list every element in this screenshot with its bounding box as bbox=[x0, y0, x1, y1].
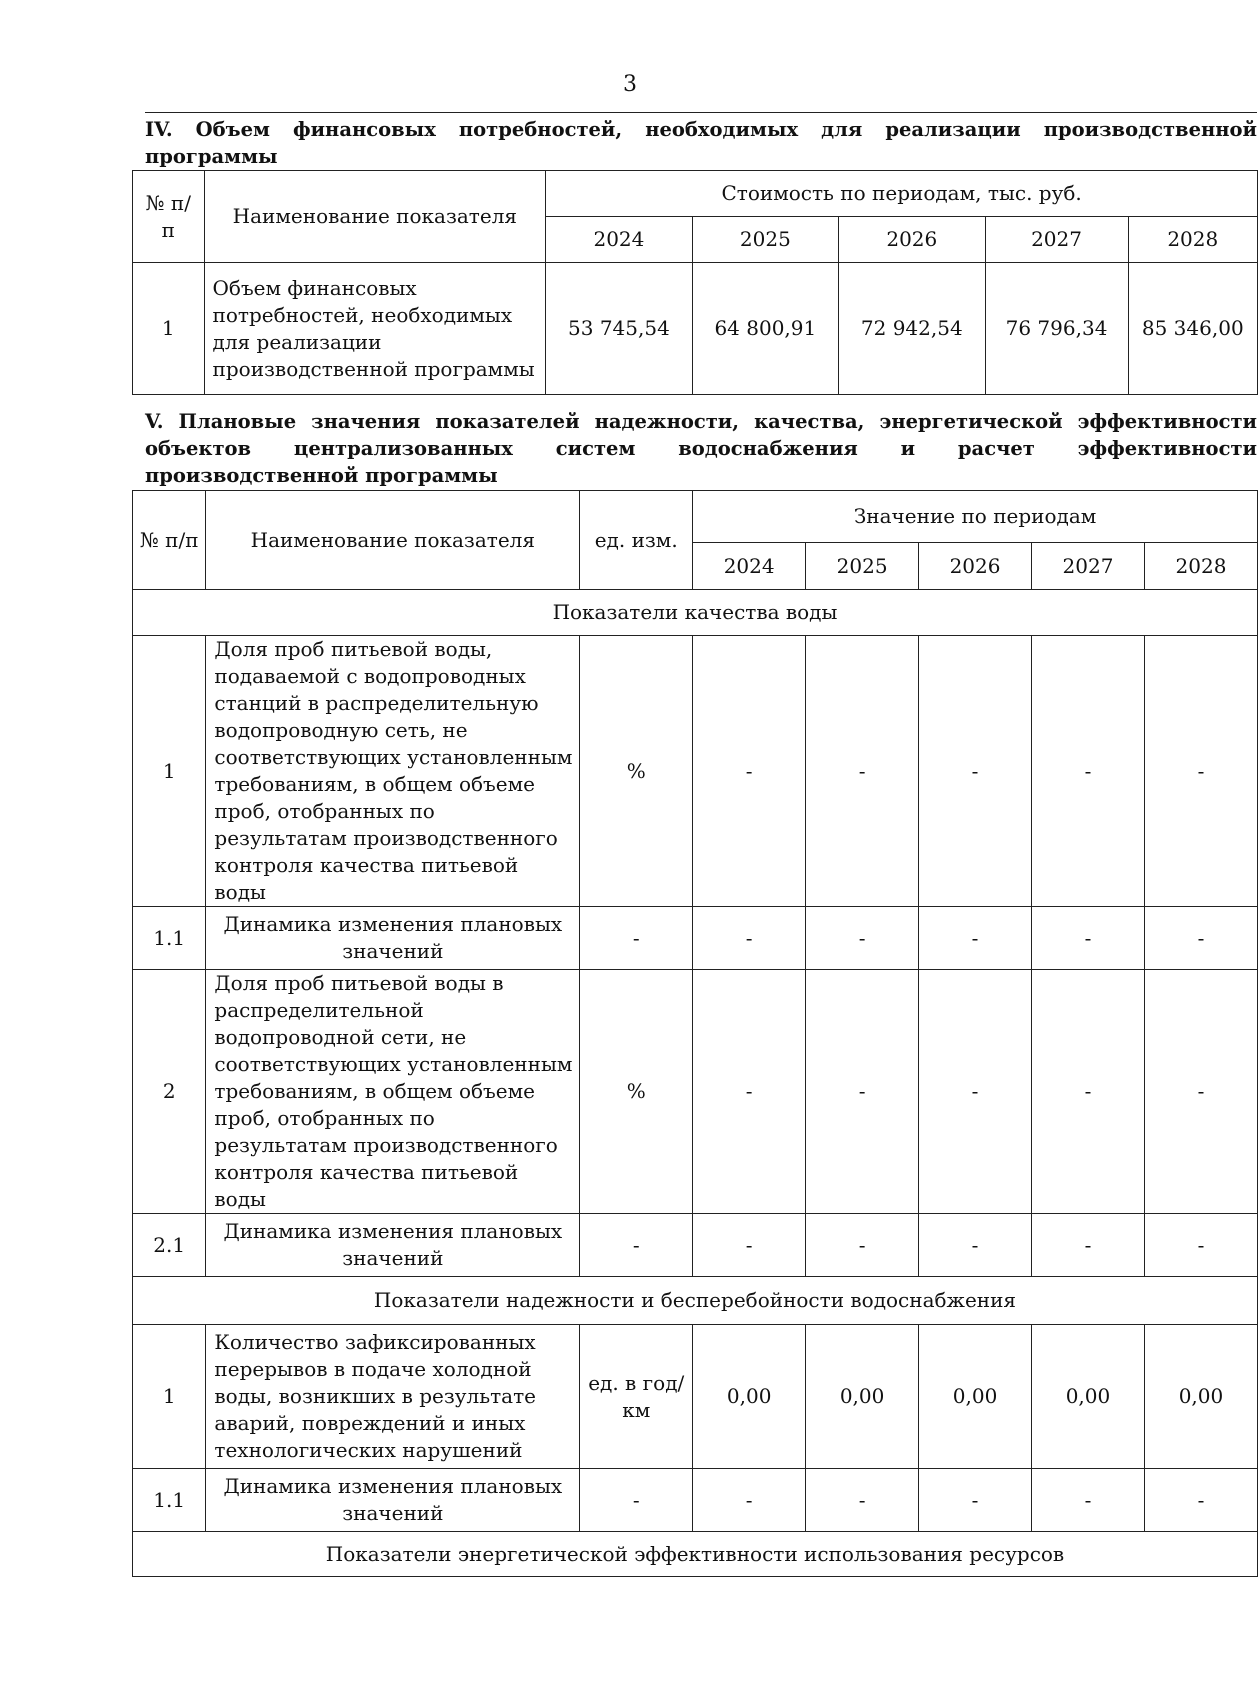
row-value: 76 796,34 bbox=[985, 263, 1128, 395]
year-header: 2026 bbox=[839, 217, 985, 263]
row-value: - bbox=[1144, 970, 1257, 1214]
year-header: 2025 bbox=[806, 543, 919, 590]
row-value: 53 745,54 bbox=[546, 263, 692, 395]
table-row bbox=[133, 970, 1258, 1214]
row-value: - bbox=[1144, 636, 1257, 907]
row-value: - bbox=[1032, 636, 1145, 907]
row-value: 85 346,00 bbox=[1128, 263, 1257, 395]
row-unit: ед. в год/ км bbox=[580, 1325, 693, 1469]
row-value: - bbox=[1144, 1469, 1257, 1532]
financial-needs-table bbox=[132, 170, 1258, 395]
year-header: 2024 bbox=[546, 217, 692, 263]
table-row bbox=[133, 636, 1258, 907]
header-cost: Стоимость по периодам, тыс. руб. bbox=[546, 171, 1258, 217]
page-number: 3 bbox=[623, 72, 637, 97]
row-name: Объем финансовых потребностей, необходимых для реализации производственной программы bbox=[204, 263, 546, 395]
row-value: - bbox=[1032, 1469, 1145, 1532]
row-name: Динамика изменения плановых значений bbox=[206, 1214, 580, 1277]
row-num: 1.1 bbox=[133, 1469, 206, 1532]
row-num: 1 bbox=[133, 1325, 206, 1469]
indicators-table bbox=[132, 490, 1258, 1577]
row-name: Динамика изменения плановых значений bbox=[206, 907, 580, 970]
row-value: - bbox=[919, 1214, 1032, 1277]
row-value: - bbox=[806, 1469, 919, 1532]
row-value: - bbox=[693, 907, 806, 970]
row-value: 0,00 bbox=[806, 1325, 919, 1469]
table-row bbox=[133, 1325, 1258, 1469]
row-num: 1 bbox=[133, 636, 206, 907]
row-num: 1 bbox=[133, 263, 205, 395]
row-unit: - bbox=[580, 1469, 693, 1532]
year-header: 2027 bbox=[985, 217, 1128, 263]
row-value: 64 800,91 bbox=[692, 263, 838, 395]
year-header: 2028 bbox=[1128, 217, 1257, 263]
row-num: 2.1 bbox=[133, 1214, 206, 1277]
row-unit: % bbox=[580, 636, 693, 907]
group-header: Показатели надежности и бесперебойности водоснабжения bbox=[133, 1277, 1258, 1325]
header-rule bbox=[145, 112, 1257, 113]
header-num: № п/п bbox=[133, 171, 205, 263]
year-header: 2025 bbox=[692, 217, 838, 263]
header-name: Наименование показателя bbox=[204, 171, 546, 263]
row-value: 0,00 bbox=[1032, 1325, 1145, 1469]
row-value: - bbox=[693, 1214, 806, 1277]
group-header: Показатели энергетической эффективности использования ресурсов bbox=[133, 1532, 1258, 1577]
row-value: 0,00 bbox=[693, 1325, 806, 1469]
row-value: 72 942,54 bbox=[839, 263, 985, 395]
row-num: 2 bbox=[133, 970, 206, 1214]
year-header: 2026 bbox=[919, 543, 1032, 590]
table-row bbox=[133, 263, 1258, 395]
row-unit: - bbox=[580, 907, 693, 970]
header-values: Значение по периодам bbox=[693, 491, 1258, 543]
section-5-heading: V. Плановые значения показателей надежности, качества, энергетической эффективности объектов централизованных систем водоснабжения и расчет эффективности производственной программы bbox=[145, 410, 1257, 487]
row-value: - bbox=[806, 636, 919, 907]
row-name: Динамика изменения плановых значений bbox=[206, 1469, 580, 1532]
row-value: 0,00 bbox=[1144, 1325, 1257, 1469]
row-name: Количество зафиксированных перерывов в подаче холодной воды, возникших в результате аварий, повреждений и иных технологических нарушений bbox=[206, 1325, 580, 1469]
row-value: - bbox=[1032, 1214, 1145, 1277]
year-header: 2027 bbox=[1032, 543, 1145, 590]
header-name: Наименование показателя bbox=[206, 491, 580, 590]
row-value: - bbox=[693, 1469, 806, 1532]
row-value: - bbox=[693, 636, 806, 907]
row-value: - bbox=[1032, 907, 1145, 970]
group-header: Показатели качества воды bbox=[133, 590, 1258, 636]
table-row bbox=[133, 1469, 1258, 1532]
row-value: - bbox=[919, 636, 1032, 907]
header-unit: ед. изм. bbox=[580, 491, 693, 590]
table-row bbox=[133, 1214, 1258, 1277]
row-value: - bbox=[919, 907, 1032, 970]
row-value: - bbox=[693, 970, 806, 1214]
row-unit: - bbox=[580, 1214, 693, 1277]
row-value: - bbox=[806, 907, 919, 970]
row-value: - bbox=[1144, 1214, 1257, 1277]
row-value: - bbox=[1032, 970, 1145, 1214]
year-header: 2028 bbox=[1144, 543, 1257, 590]
row-unit: % bbox=[580, 970, 693, 1214]
row-name: Доля проб питьевой воды, подаваемой с водопроводных станций в распределительную водопроводную сеть, не соответствующих установленным требованиям, в общем объеме проб, отобранных по результатам производственного контроля качества питьевой воды bbox=[206, 636, 580, 907]
row-num: 1.1 bbox=[133, 907, 206, 970]
row-name: Доля проб питьевой воды в распределительной водопроводной сети, не соответствующих установленным требованиям, в общем объеме проб, отобранных по результатам производственного контроля качества питьевой воды bbox=[206, 970, 580, 1214]
row-value: - bbox=[1144, 907, 1257, 970]
row-value: - bbox=[919, 970, 1032, 1214]
table-row bbox=[133, 907, 1258, 970]
section-4-heading: IV. Объем финансовых потребностей, необходимых для реализации производственной программы bbox=[145, 118, 1257, 168]
row-value: - bbox=[806, 1214, 919, 1277]
header-num: № п/п bbox=[133, 491, 206, 590]
year-header: 2024 bbox=[693, 543, 806, 590]
row-value: - bbox=[919, 1469, 1032, 1532]
row-value: - bbox=[806, 970, 919, 1214]
row-value: 0,00 bbox=[919, 1325, 1032, 1469]
